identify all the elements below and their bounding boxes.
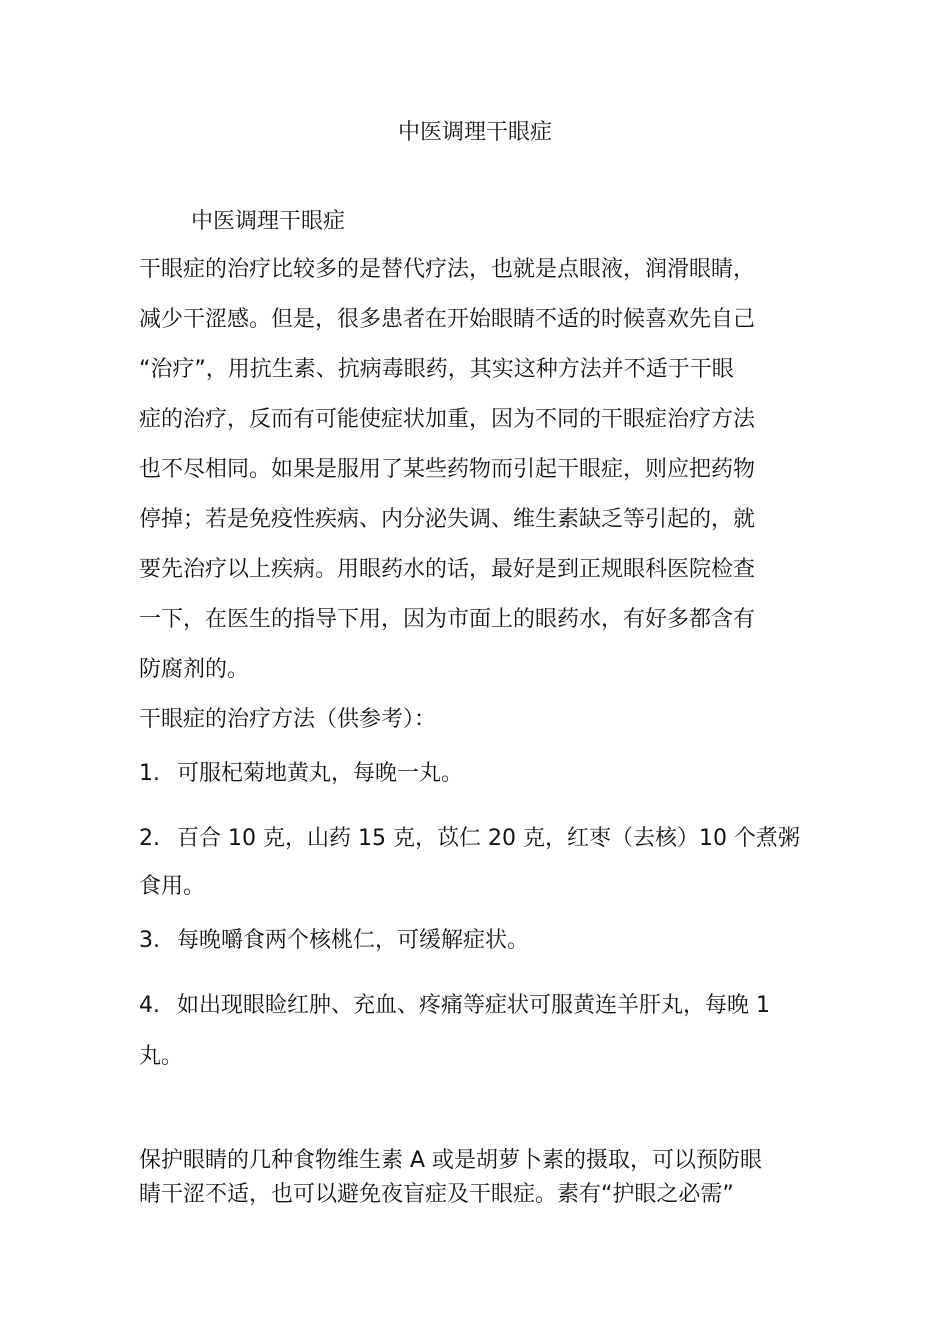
method-text: 百合 10 克，山药 15 克，苡仁 20 克，红枣（去核）10 个煮粥 [177,826,800,851]
paragraph-line: 减少干涩感。但是，很多患者在开始眼睛不适的时候喜欢先自己 [139,307,756,332]
method-number: 3. [139,928,160,953]
method-number: 2. [139,826,160,851]
paragraph-line: 睛干涩不适，也可以避免夜盲症及干眼症。素有“护眼之必需” [139,1182,734,1207]
method-text-continuation: 食用。 [139,874,206,899]
method-item [139,989,819,1023]
methods-heading: 干眼症的治疗方法（供参考）： [139,707,437,732]
method-item [139,924,819,958]
paragraph-line: 一下，在医生的指导下用，因为市面上的眼药水，有好多都含有 [139,607,756,632]
paragraph-line: “治疗”，用抗生素、抗病毒眼药，其实这种方法并不适于干眼 [139,357,734,382]
method-number: 1. [139,761,160,786]
paragraph-line: 防腐剂的。 [139,657,250,682]
paragraph-line: 停掉；若是免疫性疾病、内分泌失调、维生素缺乏等引起的，就 [139,507,756,532]
document-title: 中医调理干眼症 [397,120,552,145]
paragraph-line: 要先治疗以上疾病。用眼药水的话，最好是到正规眼科医院检查 [139,557,756,582]
method-item [139,757,819,791]
section-subtitle: 中医调理干眼症 [191,209,346,234]
method-number: 4. [139,993,160,1018]
paragraph-line: 保护眼睛的几种食物维生素 A 或是胡萝卜素的摄取，可以预防眼 [139,1148,763,1173]
method-text-continuation: 丸。 [139,1044,184,1069]
method-text: 可服杞菊地黄丸，每晚一丸。 [177,761,464,786]
paragraph-line: 症的治疗，反而有可能使症状加重，因为不同的干眼症治疗方法 [139,407,756,432]
paragraph-line: 干眼症的治疗比较多的是替代疗法，也就是点眼液，润滑眼睛， [139,257,756,282]
method-text: 如出现眼睑红肿、充血、疼痛等症状可服黄连羊肝丸，每晚 1 [177,993,770,1018]
method-text: 每晚嚼食两个核桃仁，可缓解症状。 [177,928,530,953]
paragraph-line: 也不尽相同。如果是服用了某些药物而引起干眼症，则应把药物 [139,457,756,482]
method-item [139,822,819,856]
